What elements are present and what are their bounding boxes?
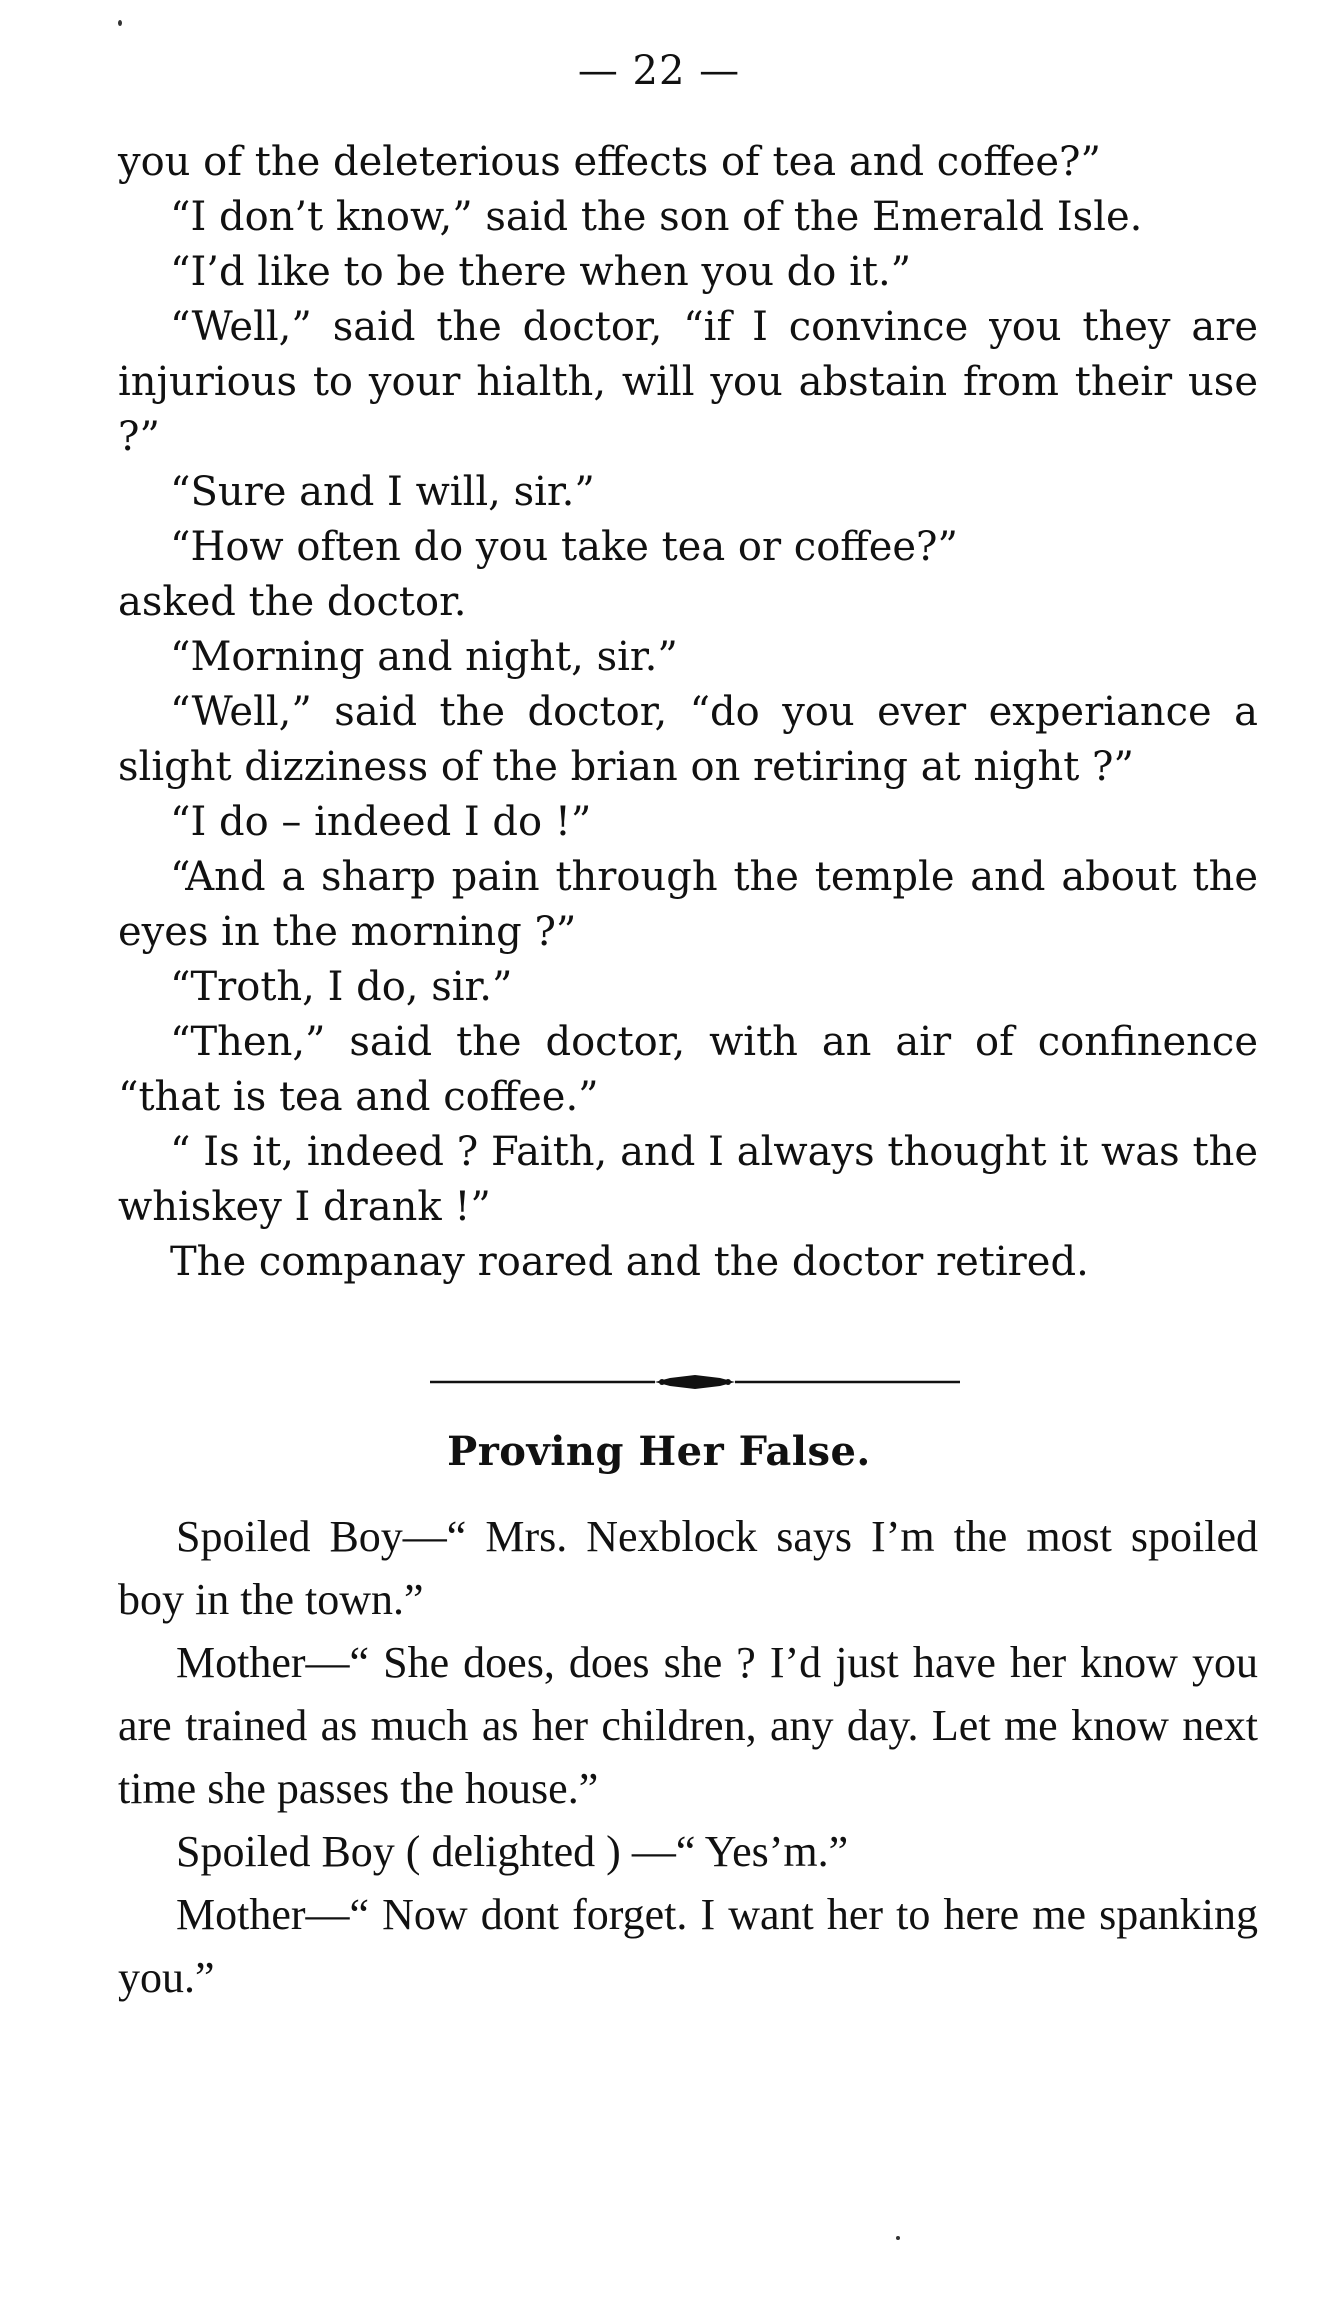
paragraph: “ Is it, indeed ? Faith, and I always thought it was the whiskey I drank !” bbox=[118, 1129, 1258, 1230]
paragraph: “Morning and night, sir.” bbox=[170, 634, 678, 680]
paragraph: “And a sharp pain through the temple and about the eyes in the morning ?” bbox=[118, 854, 1258, 955]
paragraph: “Sure and I will, sir.” bbox=[170, 469, 595, 515]
paragraph: Mother—“ She does, does she ? I’d just have her know you are trained as much as her children, any day. Let me know next time she passes the house.” bbox=[118, 1638, 1258, 1813]
paragraph: “I do – indeed I do !” bbox=[170, 799, 592, 845]
paragraph: Spoiled Boy ( delighted ) —“ Yes’m.” bbox=[176, 1827, 849, 1876]
section-divider-ornament bbox=[430, 1372, 960, 1392]
paragraph: “Then,” said the doctor, with an air of confinence “that is tea and coffee.” bbox=[118, 1019, 1258, 1120]
section-title: Proving Her False. bbox=[447, 1428, 871, 1475]
paragraph: “Well,” said the doctor, “if I convince you they are injurious to your hialth, will you abstain from their use ?” bbox=[118, 304, 1258, 460]
print-speck bbox=[896, 2236, 900, 2240]
section-text bbox=[118, 1505, 1258, 2009]
paragraph: you of the deleterious effects of tea and coffee?” bbox=[118, 139, 1101, 185]
paragraph: “I don’t know,” said the son of the Emerald Isle. bbox=[170, 194, 1143, 240]
paragraph: asked the doctor. bbox=[118, 579, 467, 625]
paragraph: The companay roared and the doctor retired. bbox=[170, 1239, 1089, 1285]
story-text bbox=[118, 135, 1258, 1290]
print-speck bbox=[118, 20, 122, 26]
page-number: — 22 — bbox=[577, 48, 741, 94]
paragraph: “I’d like to be there when you do it.” bbox=[170, 249, 912, 295]
paragraph: “Well,” said the doctor, “do you ever experiance a slight dizziness of the brian on retiring at night ?” bbox=[118, 689, 1258, 790]
paragraph: “Troth, I do, sir.” bbox=[170, 964, 513, 1010]
paragraph: Mother—“ Now dont forget. I want her to here me spanking you.” bbox=[118, 1890, 1258, 2002]
paragraph: Spoiled Boy—“ Mrs. Nexblock says I’m the most spoiled boy in the town.” bbox=[118, 1512, 1258, 1624]
paragraph: “How often do you take tea or coffee?” bbox=[170, 524, 958, 570]
